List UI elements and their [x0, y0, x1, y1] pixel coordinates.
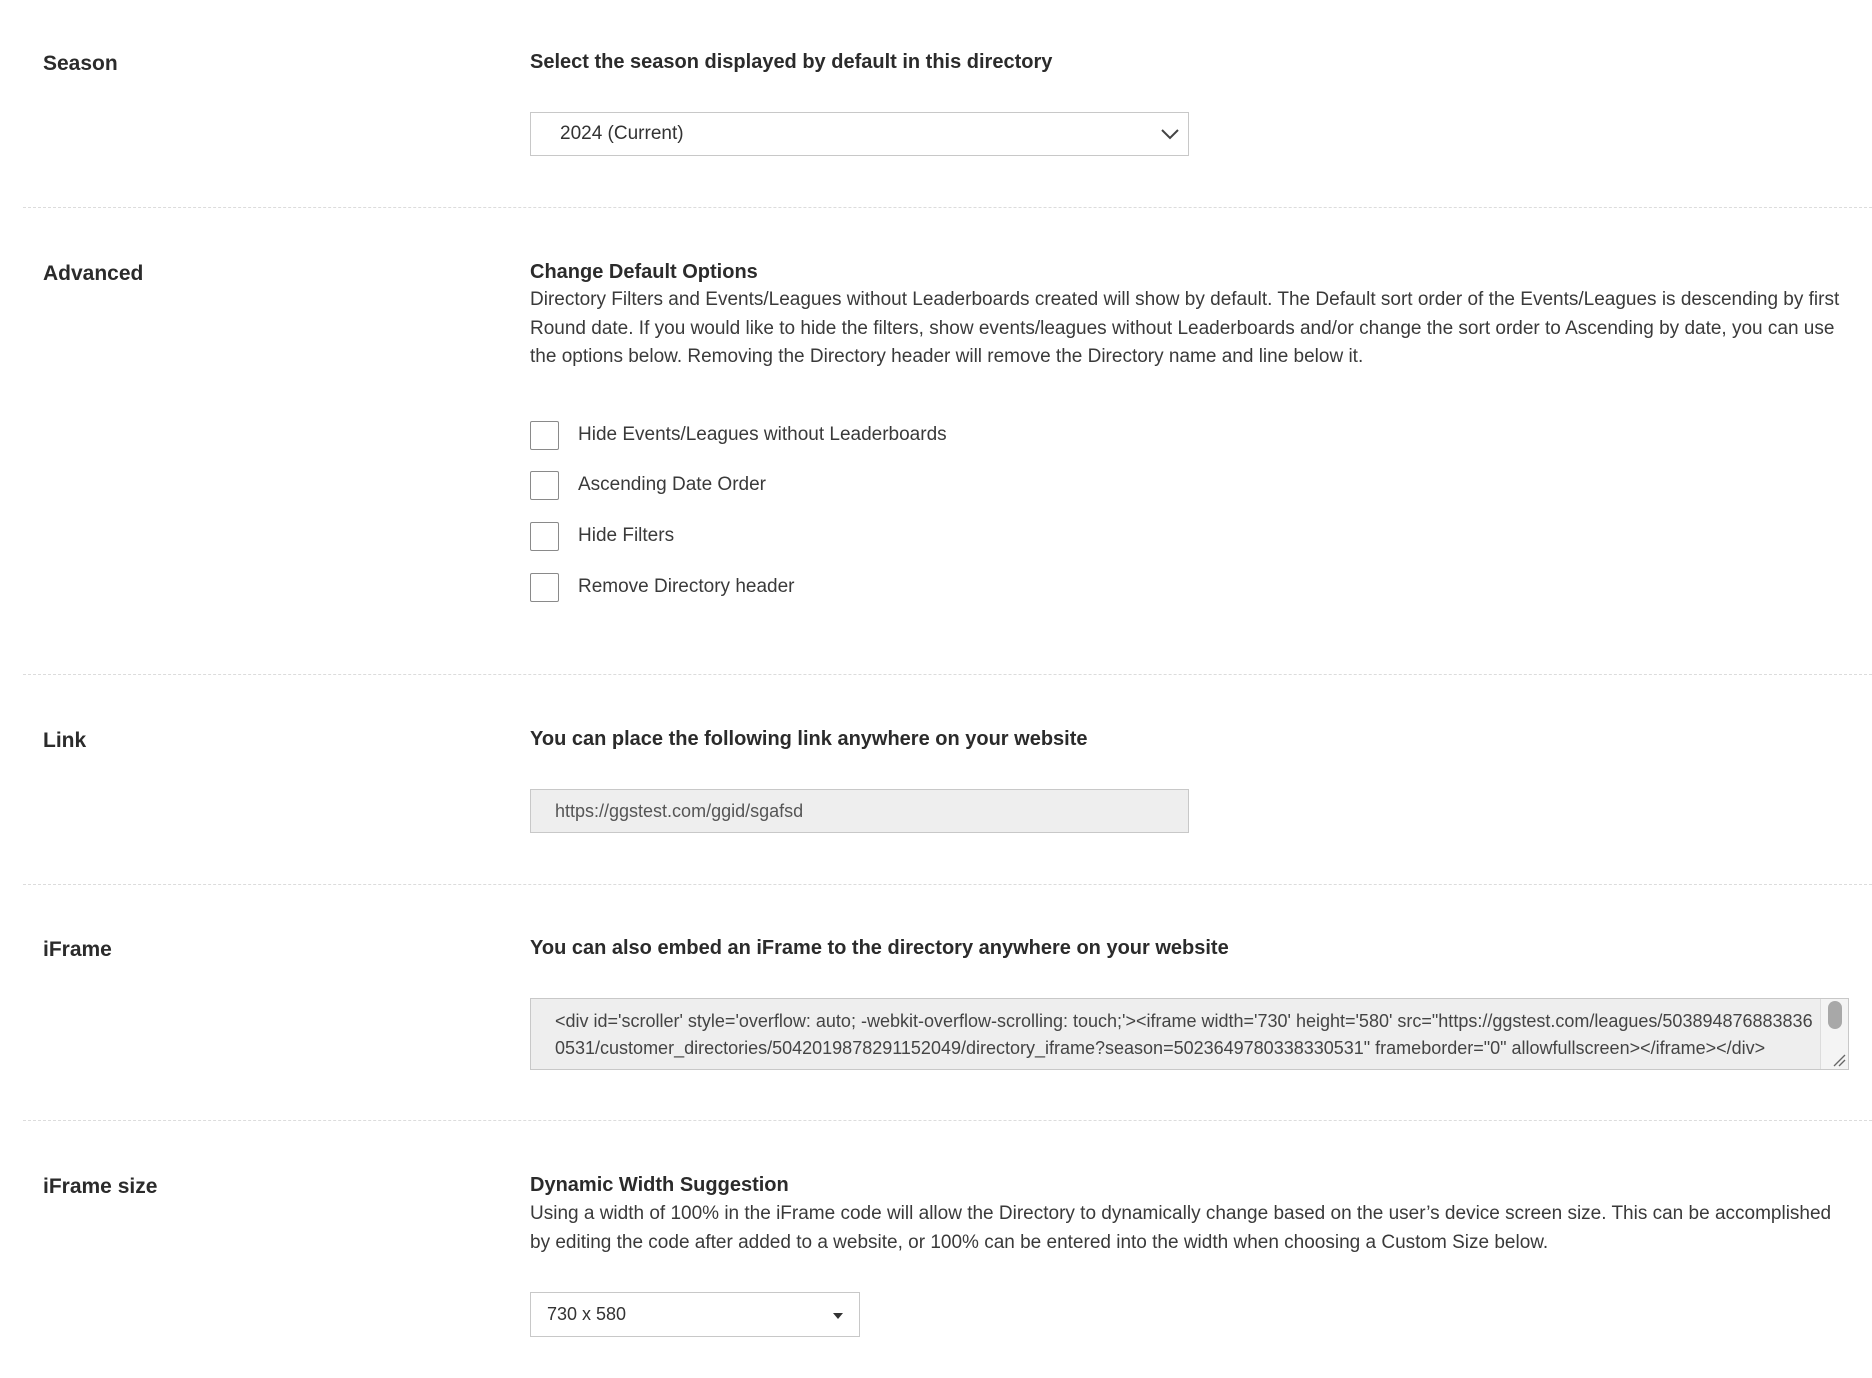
section-label-iframe-size: iFrame size	[43, 1175, 158, 1198]
resize-grip-icon[interactable]	[1830, 1051, 1846, 1067]
section-label-iframe: iFrame	[43, 938, 112, 961]
link-prompt: You can place the following link anywhere on your website	[530, 728, 1088, 750]
section-divider	[23, 884, 1872, 885]
iframe-size-heading: Dynamic Width Suggestion	[530, 1174, 789, 1196]
caret-down-icon	[833, 1313, 843, 1319]
advanced-description: Directory Filters and Events/Leagues without Leaderboards created will show by default. The Default sort order of the Events/Leagues is descending by first Round date. If you would like to hide the filters, show events/leagues without Leaderboards and/or change the sort order to Ascending by date, you can use the options below. Removing the Directory header will remove the Directory name and line below it.	[530, 289, 1840, 367]
option-hide-events-without-leaderboards[interactable]	[530, 421, 1230, 451]
checkbox-label: Hide Filters	[578, 525, 675, 546]
iframe-prompt: You can also embed an iFrame to the directory anywhere on your website	[530, 937, 1229, 959]
checkbox[interactable]	[530, 573, 559, 602]
section-divider	[23, 1120, 1872, 1121]
season-select-value: 2024 (Current)	[560, 123, 684, 144]
option-hide-filters[interactable]	[530, 522, 1230, 552]
directory-link-field[interactable]	[530, 789, 1189, 833]
chevron-down-icon	[1160, 124, 1180, 144]
scrollbar-thumb[interactable]	[1828, 1001, 1842, 1029]
checkbox-label: Ascending Date Order	[578, 474, 766, 495]
checkbox[interactable]	[530, 421, 559, 450]
season-select[interactable]	[530, 112, 1189, 156]
option-remove-directory-header[interactable]	[530, 573, 1230, 603]
iframe-code-text: <div id='scroller' style='overflow: auto; -webkit-overflow-scrolling: touch;'><iframe width='730' height='580' src="https://ggstest.com/leagues/5038948768838360531/customer_directories/5042019878291152049/directory_iframe?season=5023649780338330531" frameborder="0" allowfullscreen></iframe></div>	[555, 1011, 1813, 1058]
iframe-code-textarea[interactable]	[530, 998, 1849, 1070]
section-label-season: Season	[43, 52, 118, 75]
season-prompt: Select the season displayed by default in this directory	[530, 51, 1053, 73]
option-ascending-date-order[interactable]	[530, 471, 1230, 501]
iframe-size-select-value: 730 x 580	[547, 1304, 627, 1324]
advanced-heading: Change Default Options	[530, 261, 758, 283]
checkbox-label: Hide Events/Leagues without Leaderboards	[578, 424, 947, 445]
section-label-link: Link	[43, 729, 87, 752]
iframe-size-select[interactable]	[530, 1292, 860, 1337]
checkbox-label: Remove Directory header	[578, 576, 795, 597]
checkbox[interactable]	[530, 471, 559, 500]
iframe-size-description: Using a width of 100% in the iFrame code will allow the Directory to dynamically change based on the user’s device screen size. This can be accomplished by editing the code after added to a website, or 100% can be entered into the width when choosing a Custom Size below.	[530, 1203, 1832, 1253]
checkbox[interactable]	[530, 522, 559, 551]
section-divider	[23, 674, 1872, 675]
section-label-advanced: Advanced	[43, 262, 144, 285]
directory-link-value: https://ggstest.com/ggid/sgafsd	[555, 801, 804, 821]
section-divider	[23, 207, 1872, 208]
